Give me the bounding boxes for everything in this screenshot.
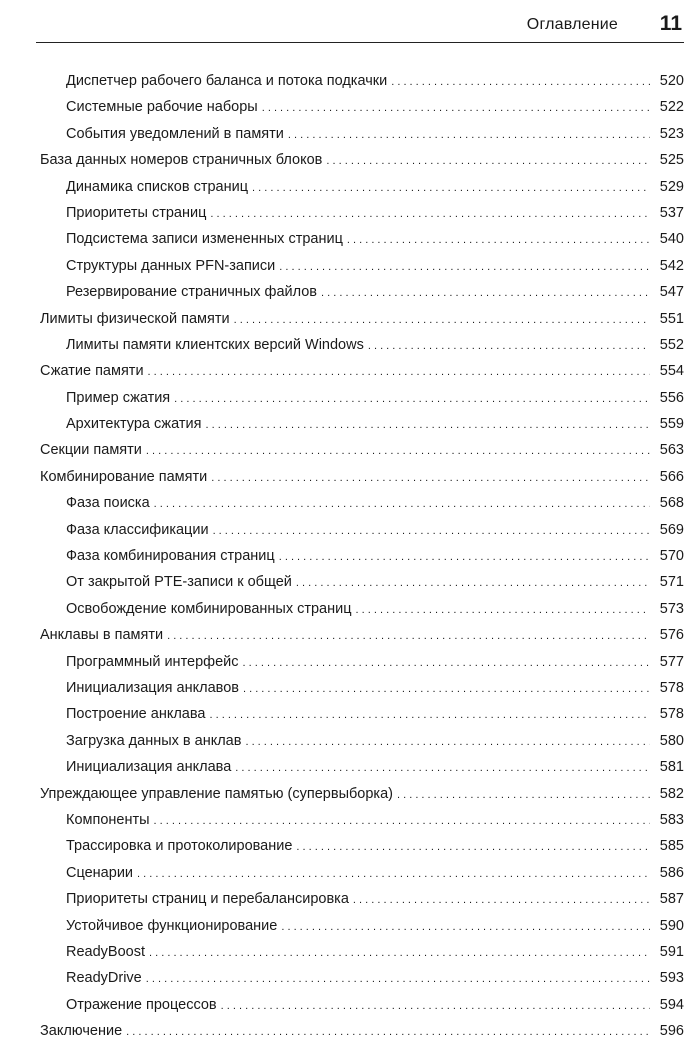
dot-leader [154, 808, 650, 834]
toc-subsection-entry [40, 226, 684, 252]
toc-entry-page-number: 520 [659, 73, 684, 89]
toc-entry-title: Программный интерфейс [66, 653, 239, 670]
toc-entry-title: База данных номеров страничных блоков [40, 152, 323, 169]
toc-entry-page-number: 569 [659, 521, 684, 538]
toc-entry-title: От закрытой PTE-записи к общей [66, 574, 292, 591]
dot-leader [252, 175, 650, 201]
toc-entry-page-number: 594 [659, 996, 684, 1013]
toc-subsection-entry [40, 490, 684, 516]
toc-subsection-entry [40, 649, 684, 675]
toc-entry-title: Компоненты [66, 811, 150, 828]
dot-leader [234, 307, 650, 333]
toc-entry-title: Сценарии [66, 864, 134, 881]
toc-section-entry [40, 437, 684, 463]
toc-entry-title: Устойчивое функционирование [66, 917, 278, 934]
toc-subsection-entry [40, 94, 684, 120]
toc-entry-page-number: 586 [659, 864, 684, 881]
toc-entry-page-number: 578 [659, 679, 684, 696]
toc-entry-page-number: 556 [659, 389, 684, 406]
toc-entry-title: Анклавы в памяти [40, 627, 164, 644]
toc-entry-title: Фаза классификации [66, 521, 209, 538]
toc-entry-title: ReadyDrive [66, 970, 142, 987]
toc-entry-title: Резервирование страничных файлов [66, 284, 318, 301]
toc-entry-page-number: 570 [659, 548, 684, 565]
toc-entry-title: Трассировка и протоколирование [66, 838, 293, 855]
toc-entry-title: Динамика списков страниц [66, 178, 249, 195]
toc-entry-page-number: 566 [659, 468, 684, 485]
toc-entry-page-number: 583 [659, 811, 684, 828]
toc-subsection-entry [40, 174, 684, 200]
dot-leader [356, 597, 650, 623]
dot-leader [262, 95, 650, 121]
toc-subsection-entry [40, 569, 684, 595]
toc-section-entry [40, 358, 684, 384]
toc-entry-title: Фаза комбинирования страниц [66, 548, 275, 565]
toc-subsection-entry [40, 121, 684, 147]
toc-subsection-entry [40, 728, 684, 754]
dot-leader [210, 201, 650, 227]
toc-entry-page-number: 590 [659, 917, 684, 934]
dot-leader [245, 729, 650, 755]
dot-leader [243, 676, 650, 702]
toc-section-entry [40, 464, 684, 490]
dot-leader [211, 465, 650, 491]
dot-leader [347, 227, 650, 253]
toc-subsection-entry [40, 965, 684, 991]
dot-leader [146, 438, 650, 464]
toc-subsection-entry [40, 701, 684, 727]
toc-entry-page-number: 525 [659, 152, 684, 169]
toc-entry-title: Освобождение комбинированных страниц [66, 600, 352, 617]
toc-entry-page-number: 522 [659, 99, 684, 116]
toc-entry-page-number: 591 [659, 943, 684, 960]
toc-subsection-entry [40, 385, 684, 411]
dot-leader [174, 386, 650, 412]
toc-entry-page-number: 596 [659, 1023, 684, 1040]
dot-leader [146, 966, 650, 992]
toc-entry-title: События уведомлений в памяти [66, 125, 284, 142]
toc-subsection-entry [40, 517, 684, 543]
toc-section-entry [40, 147, 684, 173]
toc-entry-page-number: 585 [659, 838, 684, 855]
dot-leader [279, 254, 650, 280]
toc-entry-title: Архитектура сжатия [66, 416, 202, 433]
toc-entry-page-number: 552 [659, 336, 684, 353]
dot-leader [148, 359, 650, 385]
toc-subsection-entry [40, 992, 684, 1018]
toc-entry-title: Диспетчер рабочего баланса и потока подкачки [66, 73, 388, 89]
toc-entry-page-number: 551 [659, 310, 684, 327]
toc-section-entry [40, 306, 684, 332]
dot-leader [126, 1019, 650, 1045]
toc-entry-title: Секции памяти [40, 442, 142, 459]
toc-subsection-entry [40, 332, 684, 358]
toc-entry-page-number: 573 [659, 600, 684, 617]
toc-subsection-entry [40, 411, 684, 437]
page-number: 11 [659, 12, 682, 35]
dot-leader [154, 491, 650, 517]
toc-entry-page-number: 577 [659, 653, 684, 670]
toc-entry-page-number: 578 [659, 706, 684, 723]
toc-subsection-entry [40, 754, 684, 780]
toc-subsection-entry [40, 807, 684, 833]
toc-subsection-entry [40, 860, 684, 886]
toc-subsection-entry [40, 913, 684, 939]
toc-entry-page-number: 540 [659, 231, 684, 248]
toc-entry-title: Заключение [40, 1023, 123, 1040]
toc-entry-title: Пример сжатия [66, 389, 171, 406]
dot-leader [213, 518, 650, 544]
toc-entry-title: Лимиты физической памяти [40, 310, 230, 327]
dot-leader [296, 570, 650, 596]
toc-entry-page-number: 571 [659, 574, 684, 591]
dot-leader [279, 544, 650, 570]
toc-entry-page-number: 554 [659, 363, 684, 380]
dot-leader [149, 940, 650, 966]
toc-entry-title: Построение анклава [66, 706, 206, 723]
toc-subsection-entry [40, 675, 684, 701]
dot-leader [281, 914, 650, 940]
toc-entry-title: Структуры данных PFN-записи [66, 257, 276, 274]
toc-subsection-entry [40, 939, 684, 965]
toc-entry-title: Комбинирование памяти [40, 468, 208, 485]
toc-entry-title: ReadyBoost [66, 943, 145, 960]
toc-entry-page-number: 581 [659, 759, 684, 776]
toc-entry-page-number: 563 [659, 442, 684, 459]
toc-entry-title: Лимиты памяти клиентских версий Windows [66, 336, 364, 353]
dot-leader [235, 755, 650, 781]
toc-entry-title: Приоритеты страниц и перебалансировка [66, 891, 349, 908]
dot-leader [326, 148, 650, 174]
toc-entry-page-number: 568 [659, 495, 684, 512]
dot-leader [288, 122, 650, 148]
page-header [36, 0, 684, 43]
toc-subsection-entry [40, 543, 684, 569]
table-of-contents [40, 68, 684, 1044]
dot-leader [397, 782, 650, 808]
toc-entry-page-number: 582 [659, 785, 684, 802]
dot-leader [205, 412, 650, 438]
toc-entry-page-number: 523 [659, 125, 684, 142]
toc-entry-page-number: 542 [659, 257, 684, 274]
toc-entry-title: Системные рабочие наборы [66, 99, 258, 116]
toc-entry-page-number: 593 [659, 970, 684, 987]
toc-subsection-entry [40, 279, 684, 305]
toc-entry-page-number: 537 [659, 204, 684, 221]
toc-subsection-entry [40, 68, 684, 94]
dot-leader [167, 623, 650, 649]
toc-entry-title: Фаза поиска [66, 495, 150, 512]
toc-section-entry [40, 1018, 684, 1044]
dot-leader [209, 702, 650, 728]
toc-entry-title: Отражение процессов [66, 996, 217, 1013]
dot-leader [368, 333, 650, 359]
toc-entry-title: Инициализация анклавов [66, 679, 239, 696]
dot-leader [296, 834, 650, 860]
toc-entry-title: Загрузка данных в анклав [66, 732, 242, 749]
dot-leader [243, 650, 650, 676]
toc-entry-page-number: 529 [659, 178, 684, 195]
toc-entry-page-number: 547 [659, 284, 684, 301]
toc-entry-page-number: 576 [659, 627, 684, 644]
dot-leader [137, 861, 650, 887]
dot-leader [391, 69, 650, 95]
toc-subsection-entry [40, 833, 684, 859]
toc-entry-title: Упреждающее управление памятью (супервыборка) [40, 785, 393, 802]
dot-leader [221, 993, 650, 1019]
toc-section-entry [40, 781, 684, 807]
dot-leader [353, 887, 650, 913]
running-header-title: Оглавление [526, 16, 618, 33]
toc-subsection-entry [40, 596, 684, 622]
toc-subsection-entry [40, 200, 684, 226]
toc-section-entry [40, 622, 684, 648]
toc-entry-title: Приоритеты страниц [66, 204, 207, 221]
toc-subsection-entry [40, 253, 684, 279]
toc-entry-page-number: 559 [659, 416, 684, 433]
toc-subsection-entry [40, 886, 684, 912]
dot-leader [321, 280, 650, 306]
toc-entry-title: Инициализация анклава [66, 759, 232, 776]
toc-entry-page-number: 587 [659, 891, 684, 908]
toc-entry-title: Сжатие памяти [40, 363, 144, 380]
toc-entry-page-number: 580 [659, 732, 684, 749]
toc-entry-title: Подсистема записи измененных страниц [66, 231, 343, 248]
